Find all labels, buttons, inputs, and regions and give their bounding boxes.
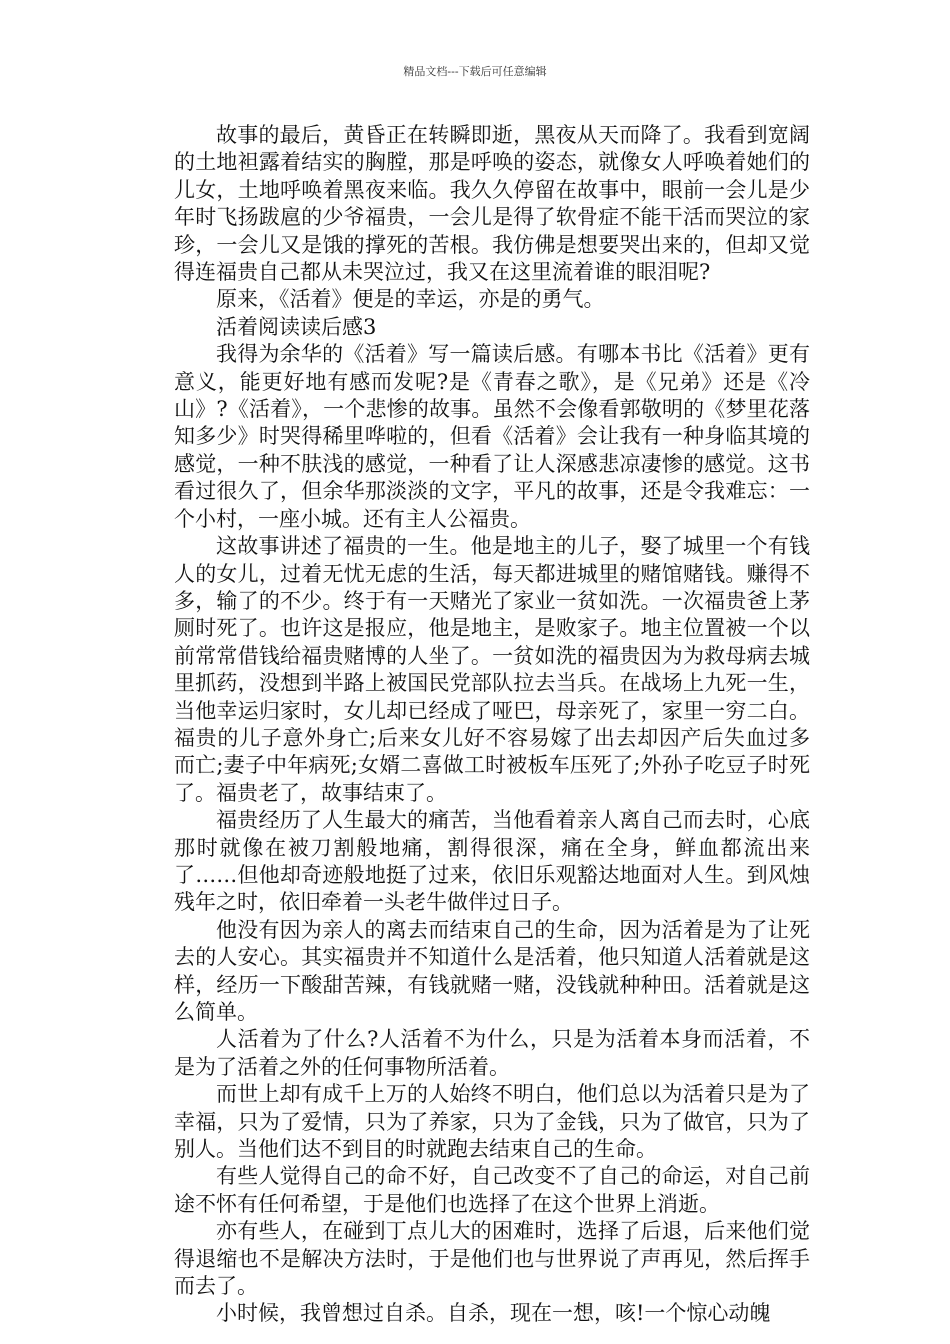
paragraph: 他没有因为亲人的离去而结束自己的生命，因为活着是为了让死去的人安心。其实福贵并不知道什么是活着，他只知道人活着就是这样，经历一下酸甜苦辣，有钱就赌一赌，没钱就种种田。活着就是这么简单。 (174, 917, 810, 1024)
paragraph: 福贵经历了人生最大的痛苦，当他看着亲人离自己而去时，心底那时就像在被刀割般地痛，割得很深，痛在全身，鲜血都流出来了……但他却奇迹般地挺了过来，依旧乐观豁达地面对人生。到风烛残年之时，依旧牵着一头老牛做伴过日子。 (174, 808, 810, 915)
document-body (174, 122, 810, 1328)
paragraph: 有些人觉得自己的命不好，自己改变不了自己的命运，对自己前途不怀有任何希望，于是他们也选择了在这个世界上消逝。 (174, 1164, 810, 1216)
paragraph: 小时候，我曾想过自杀。自杀，现在一想，咳!一个惊心动魄 (216, 1301, 771, 1326)
section-heading: 活着阅读读后感3 (216, 314, 377, 339)
page-header: 精品文档---下载后可任意编辑 (403, 65, 547, 78)
paragraph: 亦有些人，在碰到丁点儿大的困难时，选择了后退，后来他们觉得退缩也不是解决方法时，于是他们也与世界说了声再见，然后挥手而去了。 (174, 1219, 810, 1299)
paragraph: 这故事讲述了福贵的一生。他是地主的儿子，娶了城里一个有钱人的女儿，过着无忧无虑的生活，每天都进城里的赌馆赌钱。赚得不多，输了的不少。终于有一天赌光了家业一贫如洗。一次福贵爸上茅厕时死了。也许这是报应，他是地主，是败家子。地主位置被一个以前常常借钱给福贵赌博的人坐了。一贫如洗的福贵因为为救母病去城里抓药，没想到半路上被国民党部队拉去当兵。在战场上九死一生，当他幸运归家时，女儿却已经成了哑巴，母亲死了，家里一穷二白。福贵的儿子意外身亡;后来女儿好不容易嫁了出去却因产后失血过多而亡;妻子中年病死;女婿二喜做工时被板车压死了;外孙子吃豆子时死了。福贵老了，故事结束了。 (174, 534, 810, 805)
paragraph: 原来，《活着》便是的幸运，亦是的勇气。 (216, 287, 605, 312)
paragraph: 故事的最后，黄昏正在转瞬即逝，黑夜从天而降了。我看到宽阔的土地袒露着结实的胸膛，那是呼唤的姿态，就像女人呼唤着她们的儿女，土地呼唤着黑夜来临。我久久停留在故事中，眼前一会儿是少年时飞扬跋扈的少爷福贵，一会儿是得了软骨症不能干活而哭泣的家珍，一会儿又是饿的撑死的苦根。我仿佛是想要哭出来的，但却又觉得连福贵自己都从未哭泣过，我又在这里流着谁的眼泪呢? (174, 123, 810, 285)
paragraph: 人活着为了什么?人活着不为什么，只是为活着本身而活着，不是为了活着之外的任何事物所活着。 (174, 1027, 810, 1079)
paragraph: 我得为余华的《活着》写一篇读后感。有哪本书比《活着》更有意义，能更好地有感而发呢?是《青春之歌》，是《兄弟》还是《冷山》?《活着》，一个悲惨的故事。虽然不会像看郭敬明的《梦里花落知多少》时哭得稀里哗啦的，但看《活着》会让我有一种身临其境的感觉，一种不肤浅的感觉，一种看了让人深感悲凉凄惨的感觉。这书看过很久了，但余华那淡淡的文字，平凡的故事，还是令我难忘：一个小村，一座小城。还有主人公福贵。 (174, 342, 810, 531)
paragraph: 而世上却有成千上万的人始终不明白，他们总以为活着只是为了幸福，只为了爱情，只为了养家，只为了金钱，只为了做官，只为了别人。当他们达不到目的时就跑去结束自己的生命。 (174, 1082, 810, 1162)
